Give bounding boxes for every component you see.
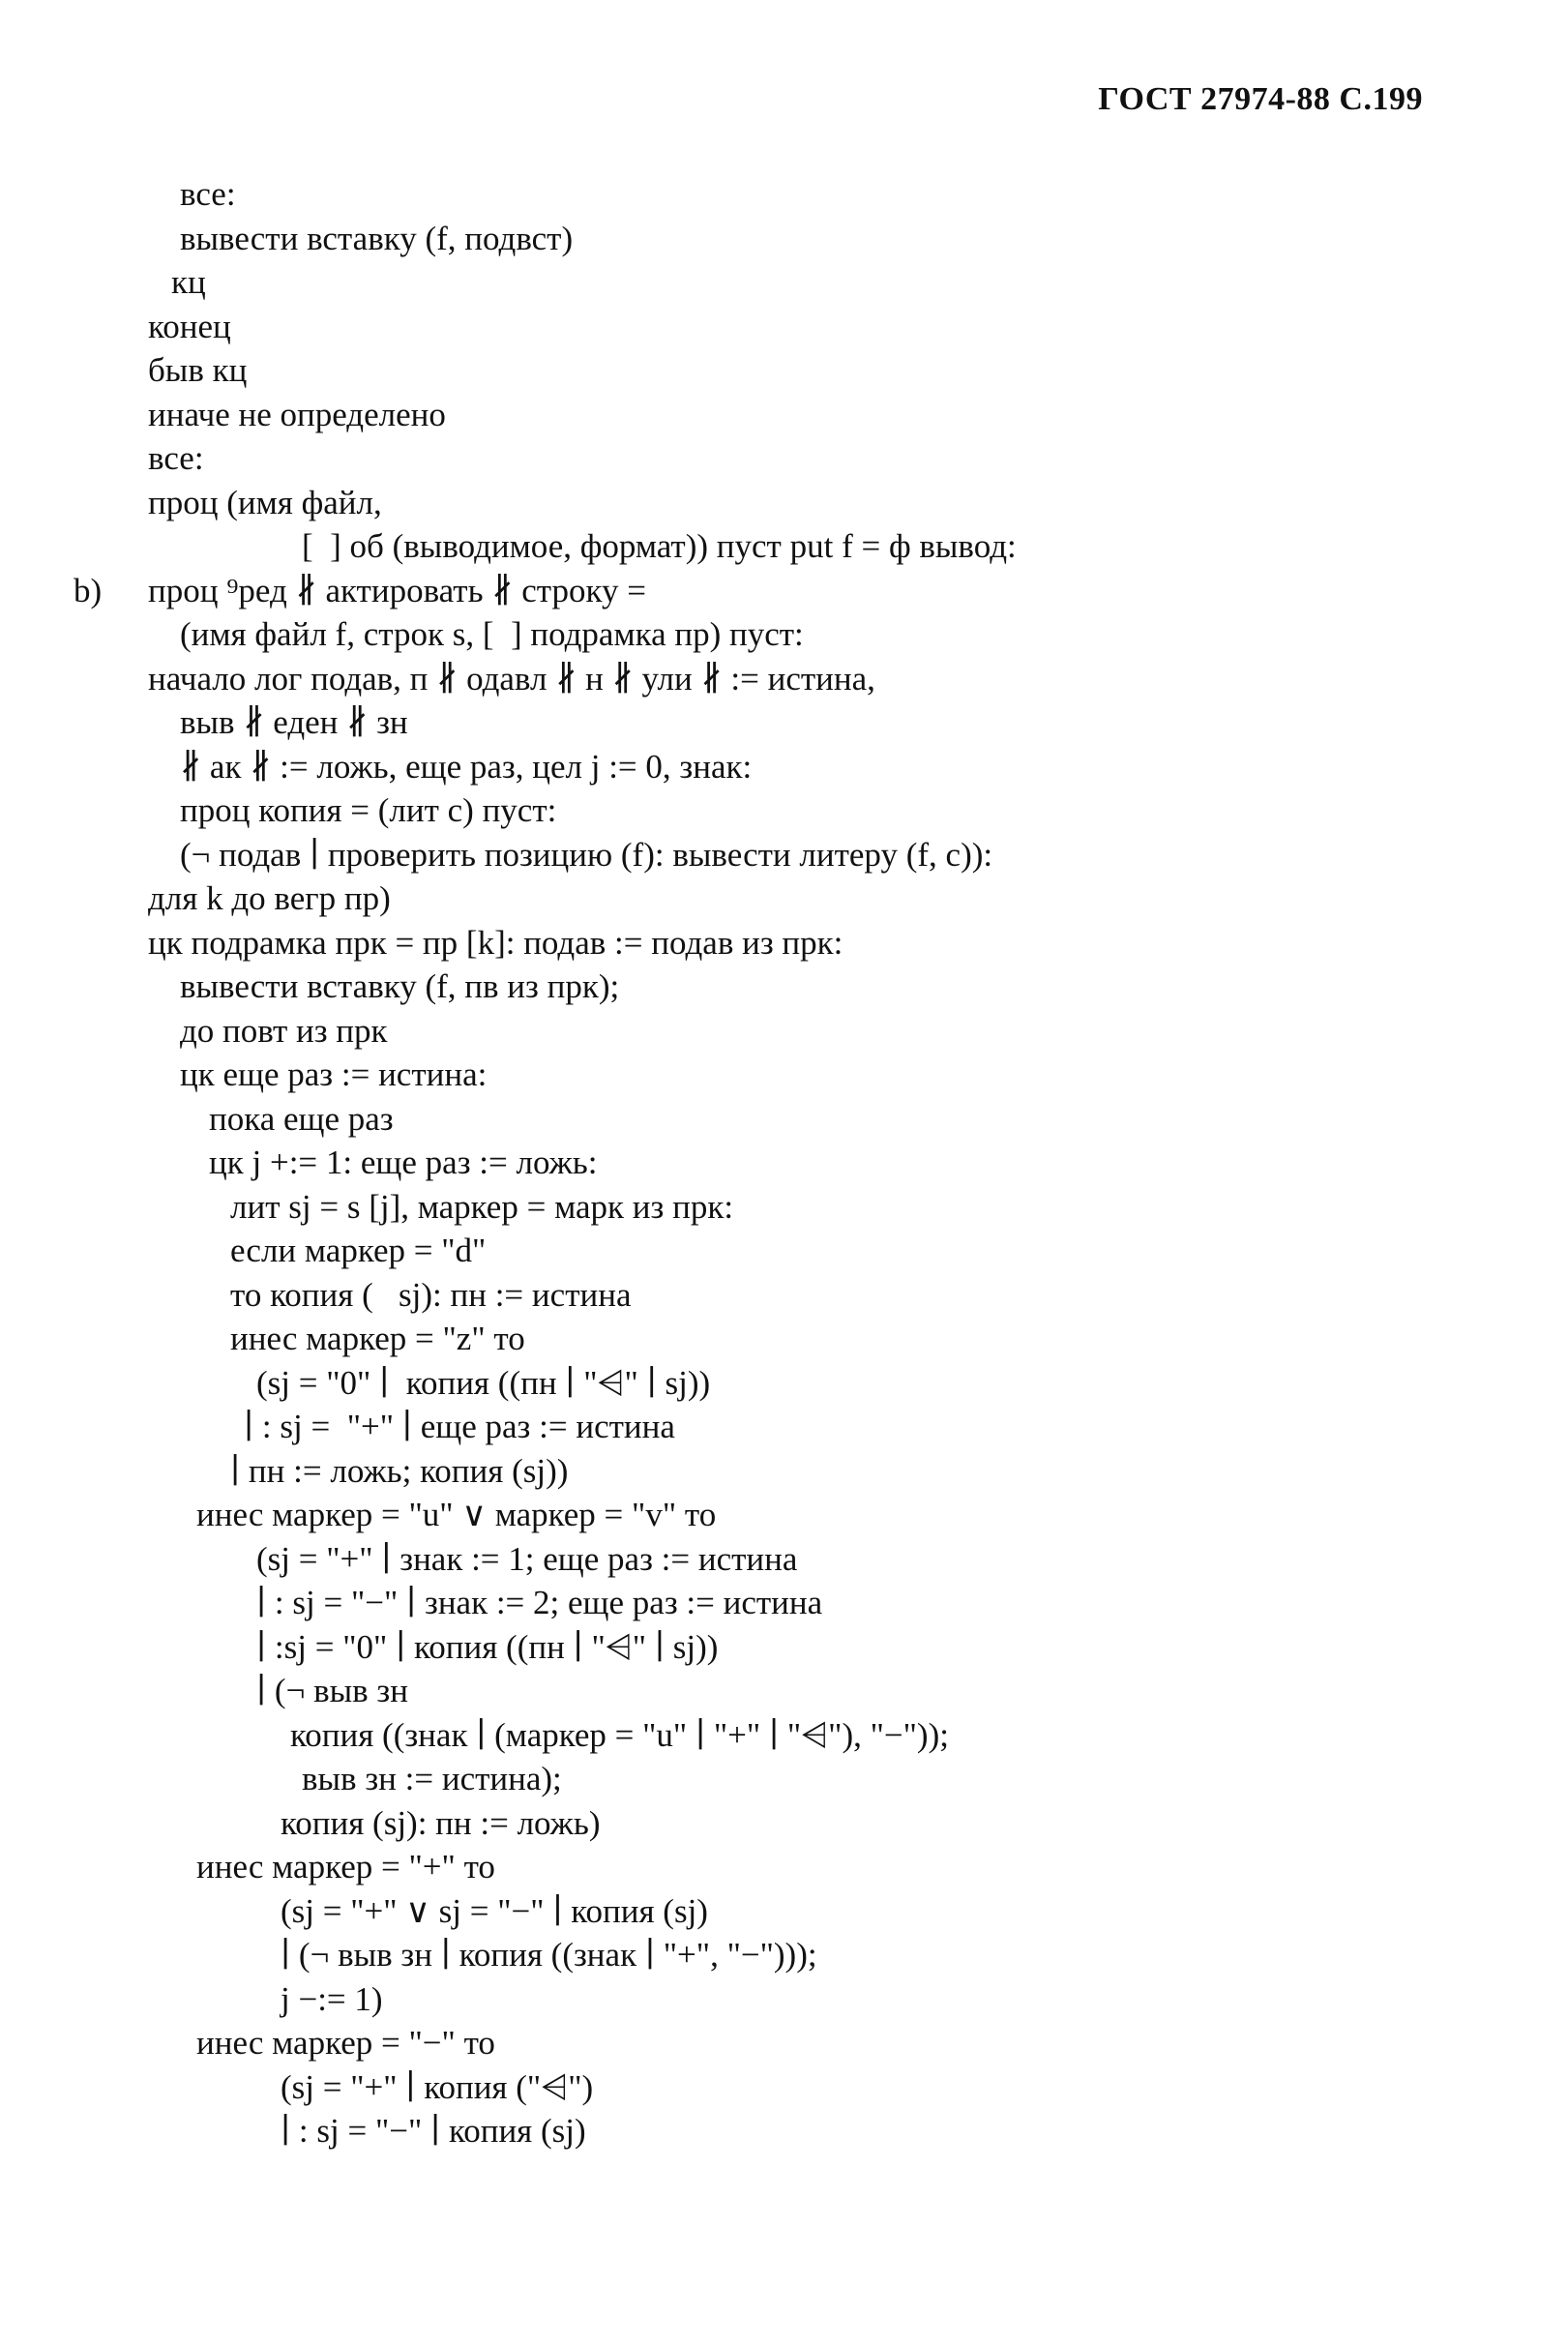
code-line (0, 1141, 1568, 1185)
code-line (0, 436, 1568, 481)
code-line (0, 1317, 1568, 1361)
code-line (0, 1625, 1568, 1670)
code-line-text: копия (sj): пн := ложь) (281, 1803, 601, 1842)
code-line-text: (sj = "0" ∣ копия ((пн ∣ "⩤" ∣ sj)) (256, 1363, 711, 1402)
code-line (0, 788, 1568, 833)
code-line (0, 1449, 1568, 1494)
code-line-text: ∣ : sj = "+" ∣ еще раз := истина (244, 1408, 675, 1445)
code-line (0, 1537, 1568, 1582)
code-line (0, 569, 1568, 613)
code-line (0, 2021, 1568, 2065)
code-line-text: вывести вставку (f, пв из прк); (180, 967, 620, 1005)
code-line-text: лит sj = s [j], маркер = марк из прк: (230, 1187, 734, 1226)
code-line-text: ∣ : sj = "−" ∣ знак := 2; еще раз := истина (256, 1584, 823, 1621)
code-line (0, 1933, 1568, 1977)
code-line-text: до повт из прк (180, 1011, 388, 1050)
section-marker: b) (74, 571, 103, 609)
code-line (0, 833, 1568, 877)
code-line-text: проц (имя файл, (148, 483, 382, 521)
code-line-text: ∣ :sj = "0" ∣ копия ((пн ∣ "⩤" ∣ sj)) (256, 1627, 719, 1666)
code-line (0, 612, 1568, 657)
code-line (0, 1273, 1568, 1318)
code-line (0, 1361, 1568, 1406)
code-line (0, 1669, 1568, 1713)
page-header: ГОСТ 27974-88 С.199 (1098, 81, 1423, 117)
code-line (0, 1009, 1568, 1054)
code-line-text: быв кц (148, 351, 248, 389)
code-line-text: ∣ пн := ложь; копия (sj)) (230, 1451, 569, 1490)
code-line (0, 965, 1568, 1009)
code-line-text: цк еще раз := истина: (180, 1055, 488, 1093)
code-line (0, 1581, 1568, 1625)
code-line-text: инес маркер = "+" то (196, 1848, 495, 1886)
code-line-text: (¬ подав ∣ проверить позицию (f): вывести литеру (f, c)): (180, 835, 993, 874)
code-line (0, 393, 1568, 437)
code-line-text: пока еще раз (209, 1099, 394, 1138)
code-line (0, 745, 1568, 789)
code-line (0, 1229, 1568, 1273)
code-line-text: вывести вставку (f, подвст) (180, 219, 574, 257)
code-line (0, 1801, 1568, 1846)
code-line-text: начало лог подав, п ∦ одавл ∦ н ∦ ули ∦ := истина, (148, 659, 875, 698)
code-line (0, 1977, 1568, 2022)
code-line (0, 172, 1568, 217)
code-line (0, 2065, 1568, 2110)
code-line-text: инес маркер = "z" то (230, 1320, 525, 1357)
code-listing (0, 172, 1568, 2153)
code-line (0, 657, 1568, 701)
code-line (0, 921, 1568, 965)
code-line (0, 1713, 1568, 1758)
code-line (0, 876, 1568, 921)
code-line (0, 260, 1568, 305)
code-line-text: (sj = "+" ∨ sj = "−" ∣ копия (sj) (281, 1891, 708, 1930)
code-line-text: j −:= 1) (281, 1979, 383, 2018)
code-line-text: все: (148, 439, 204, 477)
code-line (0, 1889, 1568, 1934)
code-line-text: кц (171, 263, 206, 301)
code-line (0, 481, 1568, 525)
code-line-text: [ ] об (выводимое, формат)) пуст put f = ф вывод: (302, 527, 1017, 565)
code-line-text: (sj = "+" ∣ копия ("⩤") (281, 2067, 594, 2106)
code-line-text: выв зн := истина); (302, 1760, 562, 1797)
code-line-text: копия ((знак ∣ (маркер = "u" ∣ "+" ∣ "⩤"), "−")); (290, 1715, 949, 1754)
code-line (0, 1053, 1568, 1097)
code-line (0, 305, 1568, 349)
code-line-text: конец (148, 307, 231, 345)
code-line (0, 1097, 1568, 1142)
code-line (0, 700, 1568, 745)
code-line-text: ∦ ак ∦ := ложь, еще раз, цел j := 0, знак: (180, 747, 753, 786)
code-line (0, 1845, 1568, 1889)
code-line-text: инес маркер = "−" то (196, 2024, 495, 2062)
code-line (0, 1757, 1568, 1801)
code-line (0, 524, 1568, 569)
code-line-text: инес маркер = "u" ∨ маркер = "v" то (196, 1496, 717, 1533)
code-line-text: иначе не определено (148, 395, 446, 433)
code-line (0, 1405, 1568, 1449)
code-line-text: то копия ( sj): пн := истина (230, 1275, 632, 1314)
code-line-text: проц ⁹ред ∦ актировать ∦ строку = (148, 571, 646, 609)
code-line-text: ∣ (¬ выв зн (256, 1672, 408, 1709)
code-line (0, 217, 1568, 261)
code-line-text: выв ∦ еден ∦ зн (180, 703, 408, 741)
code-line (0, 348, 1568, 393)
code-line (0, 1185, 1568, 1230)
code-line-text: если маркер = "d" (230, 1232, 487, 1269)
code-line-text: проц копия = (лит с) пуст: (180, 791, 557, 829)
code-line-text: все: (180, 175, 236, 213)
code-line-text: для k до вегр пр) (148, 879, 391, 917)
code-line (0, 1493, 1568, 1537)
code-line (0, 2109, 1568, 2153)
code-line-text: цк подрамка прк = пр [k]: подав := подав из прк: (148, 923, 843, 962)
code-line-text: (имя файл f, строк s, [ ] подрамка пр) пуст: (180, 615, 804, 653)
code-line-text: ∣ : sj = "−" ∣ копия (sj) (281, 2112, 586, 2150)
code-line-text: цк j +:= 1: еще раз := ложь: (209, 1143, 598, 1181)
code-line-text: (sj = "+" ∣ знак := 1; еще раз := истина (256, 1539, 798, 1578)
code-line-text: ∣ (¬ выв зн ∣ копия ((знак ∣ "+", "−"))); (281, 1936, 817, 1974)
